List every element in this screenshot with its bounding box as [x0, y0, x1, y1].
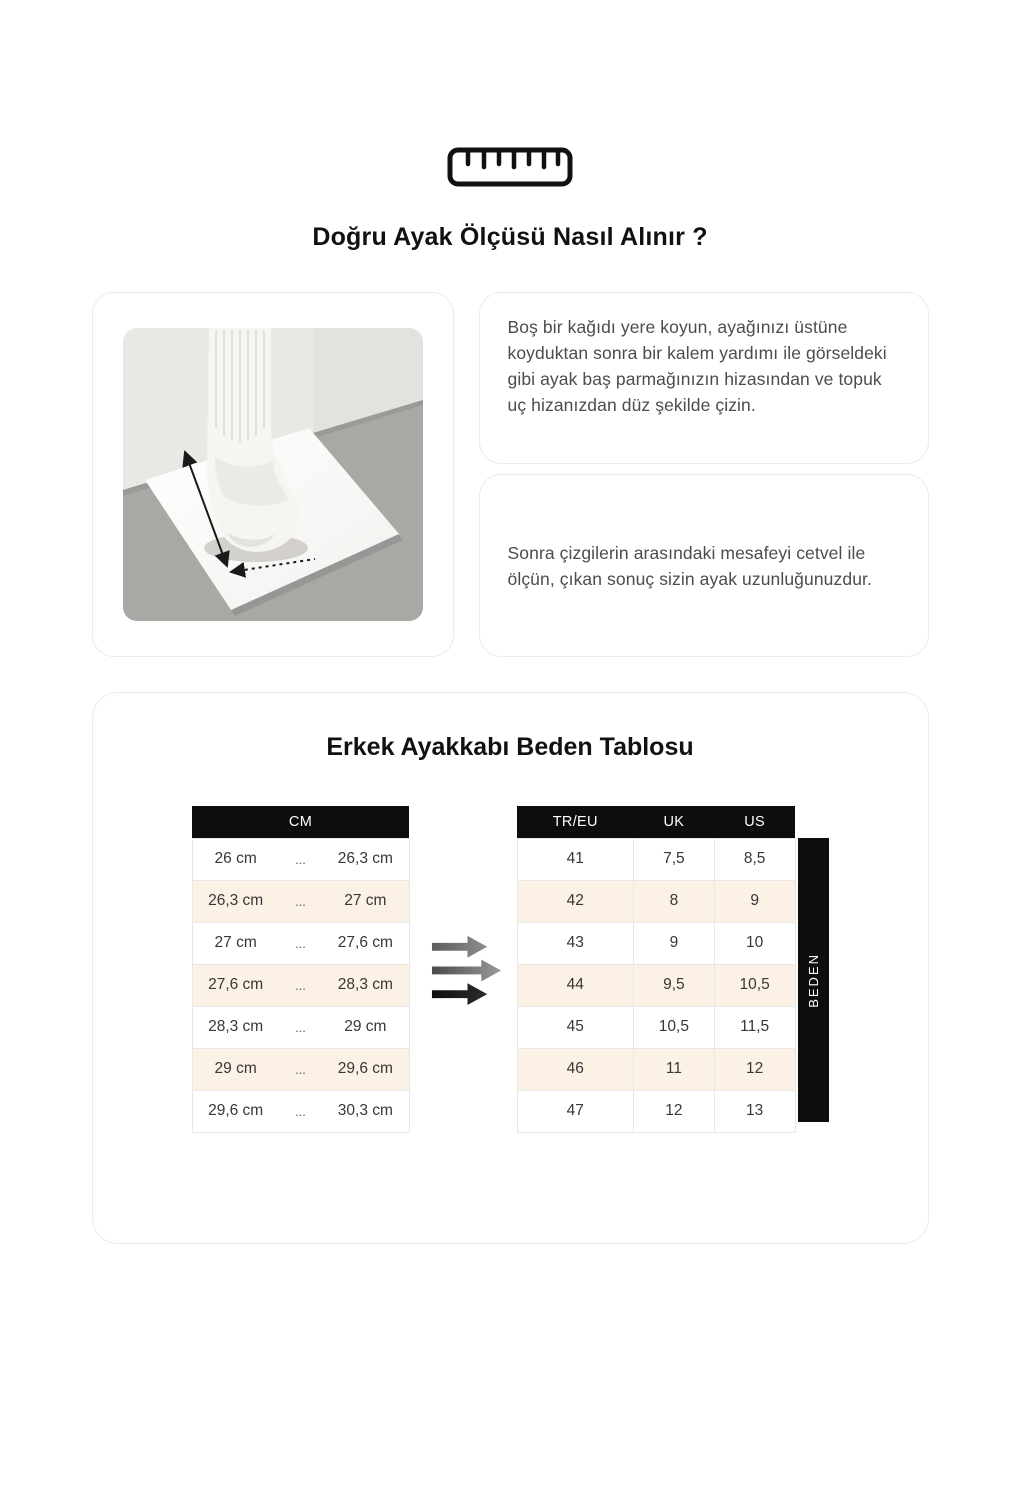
- page-title: Doğru Ayak Ölçüsü Nasıl Alınır ?: [312, 223, 708, 251]
- table-row: 44 9,5 10,5: [517, 964, 795, 1006]
- instruction-step-1-text: Boş bir kağıdı yere koyun, ayağınızı üstüne koyduktan sonra bir kalem yardımı ile görseldeki gibi ayak baş parmağınızın hizasından ve topuk uç hizanızdan düz şekilde çizin.: [507, 317, 887, 415]
- table-row: 46 11 12: [517, 1048, 795, 1090]
- col-header-us: US: [714, 806, 795, 838]
- instruction-step-1-card: [479, 292, 929, 464]
- instruction-step-2-text: Sonra çizgilerin arasındaki mesafeyi cetvel ile ölçün, çıkan sonuç sizin ayak uzunluğunuzdur.: [507, 542, 872, 589]
- table-row: 45 10,5 11,5: [517, 1006, 795, 1048]
- table-row: 43 9 10: [517, 922, 795, 964]
- col-header-uk: UK: [634, 806, 715, 838]
- table-row: 27 cm ... 27,6 cm: [192, 922, 409, 964]
- table-row: 41 7,5 8,5: [517, 838, 795, 880]
- beden-side-label: BEDEN: [798, 838, 829, 1122]
- table-row: 26 cm ... 26,3 cm: [192, 838, 409, 880]
- table-row: 27,6 cm ... 28,3 cm: [192, 964, 409, 1006]
- table-row: 29,6 cm ... 30,3 cm: [192, 1090, 409, 1132]
- instructions-section: [92, 292, 929, 657]
- triple-right-arrows-icon: [430, 931, 505, 1006]
- size-conversion-block: [517, 806, 829, 1133]
- ruler-icon: [447, 147, 573, 187]
- foot-measurement-photo-card: [92, 292, 454, 657]
- size-chart-card: [92, 692, 929, 1244]
- table-row: 42 8 9: [517, 880, 795, 922]
- col-header-tr-eu: TR/EU: [517, 806, 634, 838]
- size-conversion-table: [517, 806, 796, 1133]
- size-chart-tables: [93, 806, 928, 1133]
- instruction-step-2-card: [479, 474, 929, 657]
- cm-table: [192, 806, 410, 1133]
- foot-measurement-photo: [123, 328, 423, 621]
- size-guide-page: [0, 147, 1020, 1507]
- table-row: 26,3 cm ... 27 cm: [192, 880, 409, 922]
- cm-table-header: CM: [192, 806, 409, 838]
- instruction-cards-column: [479, 292, 929, 657]
- table-row: 29 cm ... 29,6 cm: [192, 1048, 409, 1090]
- table-row: 28,3 cm ... 29 cm: [192, 1006, 409, 1048]
- size-chart-title: Erkek Ayakkabı Beden Tablosu: [326, 733, 694, 761]
- table-row: 47 12 13: [517, 1090, 795, 1132]
